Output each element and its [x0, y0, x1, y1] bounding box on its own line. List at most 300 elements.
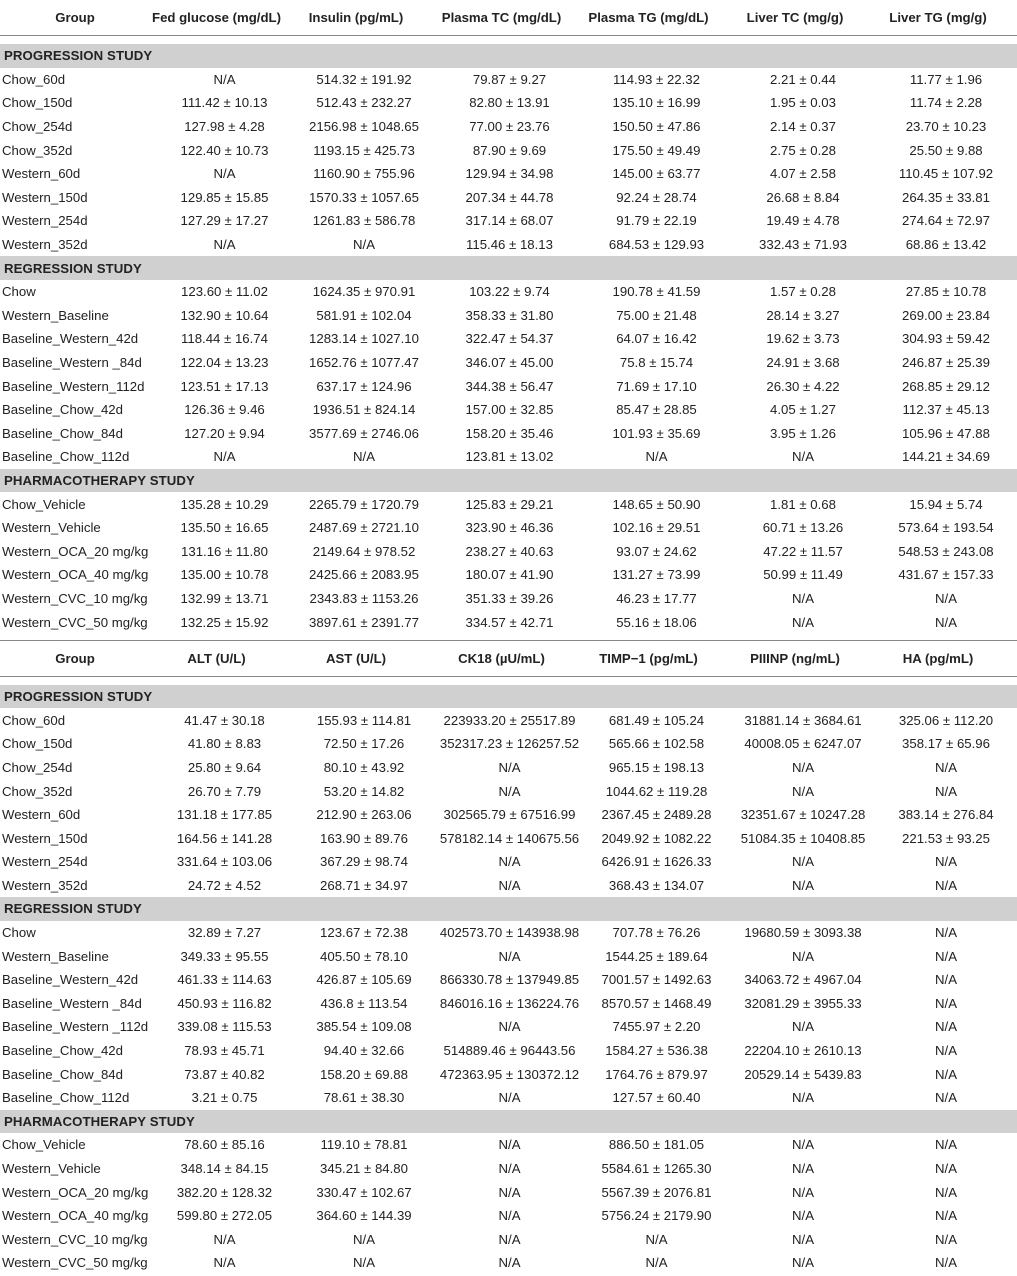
value-cell: N/A	[498, 854, 521, 870]
value-cell: 7455.97 ± 2.20	[612, 1019, 701, 1035]
value-cell: 1044.62 ± 119.28	[605, 783, 708, 799]
value-cell: 637.17 ± 124.96	[316, 378, 412, 394]
value-cell: 268.71 ± 34.97	[320, 877, 408, 893]
value-cell: N/A	[645, 449, 668, 465]
value-cell: 32.89 ± 7.27	[187, 925, 262, 941]
group-cell: Western_Vehicle	[2, 520, 101, 536]
value-cell: 385.54 ± 109.08	[316, 1019, 412, 1035]
value-cell: 2.21 ± 0.44	[770, 71, 836, 87]
group-cell: Chow_352d	[2, 142, 73, 158]
value-cell: 60.71 ± 13.26	[762, 520, 844, 536]
value-cell: 41.47 ± 30.18	[184, 712, 265, 728]
value-cell: 50.99 ± 11.49	[763, 567, 843, 583]
value-cell: 158.20 ± 35.46	[465, 425, 554, 441]
value-cell: 317.14 ± 68.07	[465, 213, 554, 229]
table-row	[0, 779, 1017, 803]
value-cell: 684.53 ± 129.93	[608, 237, 705, 253]
value-cell: 23.70 ± 10.23	[905, 119, 987, 135]
value-cell: 334.57 ± 42.71	[465, 614, 554, 630]
value-cell: 274.64 ± 72.97	[902, 213, 990, 229]
value-cell: N/A	[935, 854, 957, 870]
column-header: Plasma TC (mg/dL)	[441, 10, 562, 25]
value-cell: 79.87 ± 9.27	[472, 71, 547, 87]
value-cell: 8570.57 ± 1468.49	[601, 995, 712, 1011]
value-cell: 264.35 ± 33.81	[902, 189, 990, 205]
value-cell: 103.22 ± 9.74	[469, 284, 550, 300]
value-cell: 73.87 ± 40.82	[184, 1066, 265, 1082]
value-cell: 19.62 ± 3.73	[766, 331, 840, 347]
value-cell: N/A	[935, 614, 957, 630]
value-cell: 115.46 ± 18.13	[466, 237, 553, 253]
column-header: Group	[55, 650, 95, 666]
table-row	[0, 1062, 1017, 1086]
value-cell: N/A	[498, 783, 521, 799]
value-cell: N/A	[935, 783, 957, 799]
value-cell: N/A	[213, 166, 236, 182]
group-cell: Baseline_Chow_42d	[2, 402, 123, 418]
value-cell: 1624.35 ± 970.91	[312, 284, 416, 300]
value-cell: 24.91 ± 3.68	[766, 355, 840, 371]
value-cell: 94.40 ± 32.66	[323, 1043, 405, 1059]
value-cell: N/A	[935, 1043, 957, 1059]
value-cell: N/A	[498, 1208, 521, 1224]
value-cell: 331.64 ± 103.06	[176, 854, 273, 870]
group-cell: Western_352d	[2, 237, 88, 253]
value-cell: 886.50 ± 181.05	[608, 1137, 705, 1153]
value-cell: 450.93 ± 116.82	[177, 995, 272, 1011]
value-cell: 71.69 ± 17.10	[616, 378, 697, 394]
value-cell: 304.93 ± 59.42	[902, 331, 990, 347]
group-cell: Chow_150d	[2, 95, 73, 111]
value-cell: 123.67 ± 72.38	[320, 925, 408, 941]
value-cell: N/A	[935, 1137, 957, 1153]
value-cell: 11.74 ± 2.28	[909, 95, 983, 111]
value-cell: 85.47 ± 28.85	[616, 402, 697, 418]
group-cell: Western_Baseline	[2, 948, 109, 964]
value-cell: 82.80 ± 13.91	[469, 95, 550, 111]
value-cell: 20529.14 ± 5439.83	[744, 1066, 862, 1082]
group-cell: Chow_254d	[2, 119, 73, 135]
value-cell: N/A	[792, 1208, 814, 1224]
value-cell: 123.60 ± 11.02	[181, 284, 268, 300]
value-cell: 135.28 ± 10.29	[180, 496, 269, 512]
value-cell: 1.57 ± 0.28	[770, 284, 836, 300]
value-cell: 1652.76 ± 1077.47	[309, 355, 419, 371]
table-row	[0, 138, 1017, 162]
section-title: PROGRESSION STUDY	[4, 689, 153, 705]
value-cell: 75.00 ± 21.48	[616, 307, 697, 323]
value-cell: 26.68 ± 8.84	[766, 189, 840, 205]
value-cell: 110.45 ± 107.92	[898, 166, 994, 182]
group-cell: Western_60d	[2, 166, 81, 182]
value-cell: N/A	[498, 1137, 521, 1153]
value-cell: 7001.57 ± 1492.63	[601, 972, 712, 988]
value-cell: N/A	[935, 1066, 957, 1082]
table-row	[0, 1180, 1017, 1204]
header-row	[0, 0, 1017, 36]
value-cell: 352317.23 ± 126257.52	[439, 736, 580, 752]
value-cell: 123.51 ± 17.13	[180, 378, 269, 394]
value-cell: N/A	[792, 948, 814, 964]
value-cell: 28.14 ± 3.27	[766, 307, 840, 323]
value-cell: 223933.20 ± 25517.89	[443, 712, 576, 728]
value-cell: N/A	[498, 1090, 521, 1106]
group-cell: Western_150d	[2, 189, 88, 205]
section-header	[0, 685, 1017, 709]
group-cell: Western_CVC_50 mg/kg	[2, 1255, 148, 1271]
value-cell: N/A	[645, 1231, 668, 1247]
group-cell: Chow_Vehicle	[2, 496, 86, 512]
value-cell: 27.85 ± 10.78	[905, 284, 987, 300]
group-cell: Chow_352d	[2, 783, 73, 799]
value-cell: N/A	[498, 948, 521, 964]
value-cell: N/A	[353, 1231, 375, 1247]
value-cell: 578182.14 ± 140675.56	[439, 830, 580, 846]
value-cell: 358.33 ± 31.80	[465, 307, 554, 323]
group-cell: Chow	[2, 284, 36, 300]
value-cell: 2343.83 ± 1153.26	[309, 590, 419, 606]
table-row	[0, 374, 1017, 398]
value-cell: 6426.91 ± 1626.33	[601, 854, 712, 870]
table-row	[0, 874, 1017, 898]
group-cell: Baseline_Chow_84d	[2, 1066, 123, 1082]
value-cell: N/A	[792, 1255, 814, 1271]
value-cell: 346.07 ± 45.00	[465, 355, 554, 371]
column-header: CK18 (µU/mL)	[458, 650, 545, 666]
value-cell: N/A	[792, 614, 814, 630]
value-cell: 302565.79 ± 67516.99	[443, 807, 576, 823]
table-row	[0, 492, 1017, 516]
value-cell: 92.24 ± 28.74	[616, 189, 697, 205]
value-cell: 866330.78 ± 137949.85	[439, 972, 580, 988]
table-row	[0, 422, 1017, 446]
value-cell: N/A	[792, 1161, 814, 1177]
value-cell: N/A	[935, 1019, 957, 1035]
value-cell: 118.44 ± 16.74	[181, 331, 268, 347]
value-cell: 132.25 ± 15.92	[180, 614, 269, 630]
value-cell: 383.14 ± 276.84	[898, 807, 994, 823]
value-cell: 144.21 ± 34.69	[902, 449, 990, 465]
value-cell: 339.08 ± 115.53	[177, 1019, 272, 1035]
value-cell: N/A	[498, 1184, 521, 1200]
header-spacer	[0, 677, 1017, 685]
table-row	[0, 539, 1017, 563]
value-cell: 123.81 ± 13.02	[465, 449, 554, 465]
value-cell: 15.94 ± 5.74	[909, 496, 983, 512]
group-cell: Baseline_Western _84d	[2, 995, 142, 1011]
group-cell: Chow_60d	[2, 71, 66, 87]
value-cell: 25.50 ± 9.88	[909, 142, 983, 158]
value-cell: N/A	[353, 237, 375, 253]
value-cell: 132.99 ± 13.71	[180, 590, 269, 606]
value-cell: 1936.51 ± 824.14	[312, 402, 416, 418]
value-cell: 238.27 ± 40.63	[465, 543, 554, 559]
value-cell: N/A	[792, 759, 814, 775]
value-cell: N/A	[213, 1255, 236, 1271]
value-cell: 53.20 ± 14.82	[323, 783, 405, 799]
table-row	[0, 756, 1017, 780]
value-cell: N/A	[792, 449, 814, 465]
value-cell: N/A	[935, 1161, 957, 1177]
value-cell: 681.49 ± 105.24	[608, 712, 705, 728]
value-cell: 323.90 ± 46.36	[465, 520, 554, 536]
table-row	[0, 115, 1017, 139]
value-cell: N/A	[792, 1137, 814, 1153]
group-cell: Baseline_Western_42d	[2, 331, 139, 347]
table-row	[0, 516, 1017, 540]
value-cell: 129.85 ± 15.85	[180, 189, 269, 205]
value-cell: N/A	[935, 590, 957, 606]
value-cell: 78.61 ± 38.30	[323, 1090, 405, 1106]
value-cell: 846016.16 ± 136224.76	[439, 995, 580, 1011]
column-header: AST (U/L)	[325, 650, 387, 666]
value-cell: N/A	[935, 1090, 957, 1106]
value-cell: 358.17 ± 65.96	[902, 736, 990, 752]
value-cell: 105.96 ± 47.88	[902, 425, 990, 441]
group-cell: Baseline_Chow_112d	[2, 449, 130, 465]
value-cell: 2149.64 ± 978.52	[312, 543, 416, 559]
value-cell: 707.78 ± 76.26	[612, 925, 701, 941]
group-cell: Western_254d	[2, 213, 88, 229]
value-cell: 405.50 ± 78.10	[320, 948, 408, 964]
table-row	[0, 826, 1017, 850]
value-cell: 114.93 ± 22.32	[613, 71, 700, 87]
group-cell: Baseline_Western _84d	[2, 355, 142, 371]
group-cell: Western_OCA_40 mg/kg	[2, 1208, 149, 1224]
section-header	[0, 256, 1017, 280]
value-cell: 41.80 ± 8.83	[187, 736, 262, 752]
value-cell: 402573.70 ± 143938.98	[439, 925, 580, 941]
column-header: Fed glucose (mg/dL)	[152, 10, 281, 25]
value-cell: 112.37 ± 45.13	[902, 402, 990, 418]
value-cell: 163.90 ± 89.76	[320, 830, 408, 846]
column-header: Group	[55, 10, 95, 25]
value-cell: N/A	[498, 1255, 521, 1271]
section-header	[0, 897, 1017, 921]
value-cell: 127.29 ± 17.27	[180, 213, 269, 229]
value-cell: 1193.15 ± 425.73	[313, 142, 415, 158]
table-row	[0, 68, 1017, 92]
value-cell: 91.79 ± 22.19	[616, 213, 697, 229]
value-cell: 126.36 ± 9.46	[184, 402, 265, 418]
table-row	[0, 186, 1017, 210]
table-row	[0, 162, 1017, 186]
group-cell: Western_OCA_20 mg/kg	[2, 1184, 149, 1200]
column-header: Liver TG (mg/g)	[889, 10, 987, 25]
table-row	[0, 992, 1017, 1016]
section-title: PHARMACOTHERAPY STUDY	[4, 1113, 195, 1129]
value-cell: 1584.27 ± 536.38	[605, 1043, 708, 1059]
value-cell: 2.14 ± 0.37	[770, 119, 836, 135]
value-cell: 135.50 ± 16.65	[180, 520, 269, 536]
table-row	[0, 1157, 1017, 1181]
value-cell: N/A	[498, 1019, 521, 1035]
table-row	[0, 1133, 1017, 1157]
section-header	[0, 44, 1017, 68]
value-cell: 125.83 ± 29.21	[465, 496, 554, 512]
value-cell: 599.80 ± 272.05	[176, 1208, 273, 1224]
value-cell: 512.43 ± 232.27	[316, 95, 412, 111]
value-cell: 46.23 ± 17.77	[616, 590, 697, 606]
value-cell: N/A	[792, 854, 814, 870]
table-row	[0, 1086, 1017, 1110]
value-cell: 2.75 ± 0.28	[770, 142, 836, 158]
value-cell: 22204.10 ± 2610.13	[744, 1043, 862, 1059]
value-cell: 148.65 ± 50.90	[612, 496, 701, 512]
value-cell: N/A	[935, 972, 957, 988]
value-cell: 135.00 ± 10.78	[180, 567, 269, 583]
value-cell: 2367.45 ± 2489.28	[601, 807, 712, 823]
section-header	[0, 469, 1017, 493]
table-row	[0, 944, 1017, 968]
value-cell: 102.16 ± 29.51	[612, 520, 701, 536]
table-row	[0, 1204, 1017, 1228]
section-title: REGRESSION STUDY	[4, 260, 142, 276]
value-cell: 51084.35 ± 10408.85	[740, 830, 866, 846]
value-cell: N/A	[935, 877, 957, 893]
value-cell: 32351.67 ± 10247.28	[740, 807, 866, 823]
value-cell: 351.33 ± 39.26	[465, 590, 554, 606]
value-cell: 322.47 ± 54.37	[465, 331, 554, 347]
value-cell: 26.30 ± 4.22	[766, 378, 840, 394]
value-cell: 965.15 ± 198.13	[608, 759, 705, 775]
value-cell: 1544.25 ± 189.64	[605, 948, 708, 964]
group-cell: Chow_254d	[2, 759, 73, 775]
value-cell: 548.53 ± 243.08	[898, 543, 994, 559]
value-cell: N/A	[213, 449, 236, 465]
table-row	[0, 610, 1017, 634]
value-cell: 364.60 ± 144.39	[316, 1208, 412, 1224]
value-cell: 40008.05 ± 6247.07	[744, 736, 862, 752]
value-cell: N/A	[213, 1231, 236, 1247]
value-cell: 2049.92 ± 1082.22	[601, 830, 712, 846]
value-cell: N/A	[792, 1184, 814, 1200]
value-cell: 131.16 ± 11.80	[181, 543, 268, 559]
value-cell: 78.60 ± 85.16	[184, 1137, 265, 1153]
value-cell: 175.50 ± 49.49	[612, 142, 701, 158]
value-cell: 34063.72 ± 4967.04	[744, 972, 862, 988]
table-row	[0, 708, 1017, 732]
value-cell: 1160.90 ± 755.96	[313, 166, 415, 182]
value-cell: N/A	[213, 237, 236, 253]
value-cell: 461.33 ± 114.63	[177, 972, 272, 988]
value-cell: 5567.39 ± 2076.81	[601, 1184, 712, 1200]
value-cell: 26.70 ± 7.79	[187, 783, 262, 799]
value-cell: 80.10 ± 43.92	[323, 759, 405, 775]
value-cell: 269.00 ± 23.84	[902, 307, 990, 323]
table-row	[0, 1251, 1017, 1275]
value-cell: 131.27 ± 73.99	[612, 567, 701, 583]
value-cell: 565.66 ± 102.58	[608, 736, 705, 752]
value-cell: 72.50 ± 17.26	[323, 736, 405, 752]
value-cell: N/A	[935, 948, 957, 964]
table-row	[0, 850, 1017, 874]
value-cell: 325.06 ± 112.20	[898, 712, 994, 728]
column-header: ALT (U/L)	[187, 650, 246, 666]
value-cell: 78.93 ± 45.71	[184, 1043, 265, 1059]
value-cell: 344.38 ± 56.47	[465, 378, 554, 394]
column-header: TIMP−1 (pg/mL)	[599, 650, 698, 666]
value-cell: 11.77 ± 1.96	[909, 71, 983, 87]
value-cell: 5584.61 ± 1265.30	[601, 1161, 712, 1177]
value-cell: 246.87 ± 25.39	[902, 355, 990, 371]
value-cell: 93.07 ± 24.62	[616, 543, 697, 559]
group-cell: Western_150d	[2, 830, 88, 846]
table-row	[0, 921, 1017, 945]
value-cell: 19.49 ± 4.78	[766, 213, 840, 229]
group-cell: Baseline_Western_112d	[2, 378, 145, 394]
value-cell: 47.22 ± 11.57	[763, 543, 843, 559]
value-cell: N/A	[792, 1090, 814, 1106]
value-cell: 573.64 ± 193.54	[898, 520, 994, 536]
value-cell: 2425.66 ± 2083.95	[309, 567, 419, 583]
section-title: REGRESSION STUDY	[4, 901, 142, 917]
value-cell: N/A	[935, 1184, 957, 1200]
value-cell: 2156.98 ± 1048.65	[309, 119, 419, 135]
value-cell: 127.20 ± 9.94	[184, 425, 265, 441]
value-cell: 268.85 ± 29.12	[902, 378, 990, 394]
value-cell: 157.00 ± 32.85	[465, 402, 554, 418]
value-cell: 64.07 ± 16.42	[616, 331, 697, 347]
table-row	[0, 587, 1017, 611]
value-cell: 3897.61 ± 2391.77	[309, 614, 419, 630]
value-cell: 207.34 ± 44.78	[465, 189, 554, 205]
value-cell: 75.8 ± 15.74	[619, 355, 694, 371]
table-row	[0, 280, 1017, 304]
value-cell: 2265.79 ± 1720.79	[309, 496, 419, 512]
header-row	[0, 641, 1017, 677]
column-header: HA (pg/mL)	[902, 650, 974, 666]
value-cell: 348.14 ± 84.15	[180, 1161, 269, 1177]
table-row	[0, 351, 1017, 375]
value-cell: 431.67 ± 157.33	[898, 567, 994, 583]
value-cell: 87.90 ± 9.69	[472, 142, 547, 158]
group-cell: Chow_60d	[2, 712, 66, 728]
value-cell: 164.56 ± 141.28	[176, 830, 273, 846]
value-cell: 345.21 ± 84.80	[320, 1161, 408, 1177]
group-cell: Western_CVC_50 mg/kg	[2, 614, 148, 630]
value-cell: 1570.33 ± 1057.65	[309, 189, 419, 205]
value-cell: 119.10 ± 78.81	[320, 1137, 408, 1153]
value-cell: 5756.24 ± 2179.90	[601, 1208, 712, 1224]
table-row	[0, 732, 1017, 756]
group-cell: Baseline_Western_42d	[2, 972, 139, 988]
value-cell: 129.94 ± 34.98	[465, 166, 554, 182]
liver-injury-table	[0, 641, 1017, 1275]
value-cell: N/A	[498, 1161, 521, 1177]
value-cell: 158.20 ± 69.88	[320, 1066, 408, 1082]
table-row	[0, 209, 1017, 233]
table-row	[0, 1228, 1017, 1252]
value-cell: 3.21 ± 0.75	[191, 1090, 258, 1106]
value-cell: 581.91 ± 102.04	[316, 307, 412, 323]
value-cell: 1283.14 ± 1027.10	[309, 331, 419, 347]
value-cell: N/A	[213, 71, 236, 87]
group-cell: Western_60d	[2, 807, 81, 823]
value-cell: N/A	[792, 877, 814, 893]
value-cell: 330.47 ± 102.67	[316, 1184, 412, 1200]
group-cell: Baseline_Chow_42d	[2, 1043, 123, 1059]
value-cell: 426.87 ± 105.69	[316, 972, 412, 988]
value-cell: 2487.69 ± 2721.10	[309, 520, 419, 536]
value-cell: 1764.76 ± 879.97	[605, 1066, 708, 1082]
value-cell: 436.8 ± 113.54	[320, 995, 408, 1011]
group-cell: Western_352d	[2, 877, 88, 893]
value-cell: N/A	[498, 877, 521, 893]
value-cell: N/A	[935, 925, 957, 941]
value-cell: 349.33 ± 95.55	[180, 948, 269, 964]
value-cell: 3577.69 ± 2746.06	[309, 425, 419, 441]
